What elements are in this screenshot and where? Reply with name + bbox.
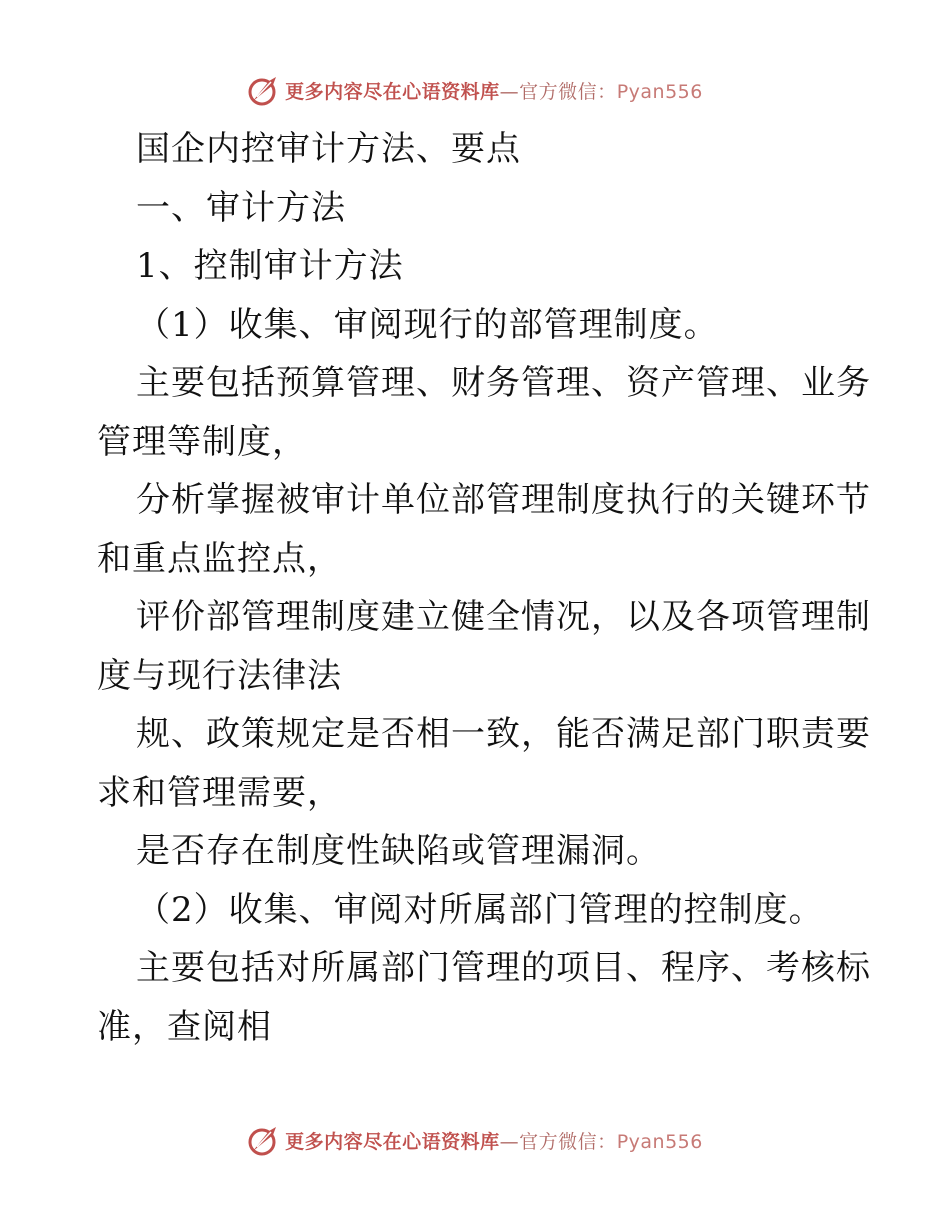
watermark-suffix: 官方微信： — [519, 1130, 617, 1153]
header-watermark — [0, 70, 950, 110]
document-line: 求和管理需要， — [97, 772, 342, 813]
watermark-brand: 更多内容尽在心语资料库 — [285, 80, 500, 103]
document-line: 是否存在制度性缺陷或管理漏洞。 — [136, 831, 661, 871]
document-line: 国企内控审计方法、要点 — [136, 129, 521, 169]
document-line: 和重点监控点， — [97, 538, 342, 579]
watermark-separator: — — [499, 80, 520, 103]
document-line: 规、政策规定是否相一致，能否满足部门职责要 — [136, 714, 871, 754]
document-line: （2）收集、审阅对所属部门管理的控制度。 — [136, 889, 824, 930]
document-line: 分析掌握被审计单位部管理制度执行的关键环节 — [136, 480, 871, 520]
document-line: 主要包括预算管理、财务管理、资产管理、业务 — [136, 363, 871, 403]
watermark-wechat-id: Pyan556 — [616, 1130, 703, 1153]
watermark-suffix: 官方微信： — [519, 80, 617, 103]
document-line: （1）收集、审阅现行的部管理制度。 — [136, 304, 719, 345]
footer-watermark — [0, 1120, 950, 1160]
document-line: 1、控制审计方法 — [136, 246, 404, 286]
watermark-text — [285, 1127, 703, 1154]
watermark-separator: — — [499, 1130, 520, 1153]
watermark-brand: 更多内容尽在心语资料库 — [285, 1130, 500, 1153]
document-line: 准，查阅相 — [97, 1006, 272, 1047]
document-body — [97, 120, 871, 1056]
document-line: 度与现行法律法 — [97, 655, 342, 696]
quill-logo-icon — [247, 1123, 281, 1157]
watermark-text — [285, 77, 703, 104]
document-line: 主要包括对所属部门管理的项目、程序、考核标 — [136, 948, 871, 988]
quill-logo-icon — [247, 73, 281, 107]
document-line: 评价部管理制度建立健全情况，以及各项管理制 — [136, 597, 871, 637]
document-line: 一、审计方法 — [136, 187, 346, 228]
document-line: 管理等制度， — [97, 421, 307, 462]
watermark-wechat-id: Pyan556 — [616, 80, 703, 103]
